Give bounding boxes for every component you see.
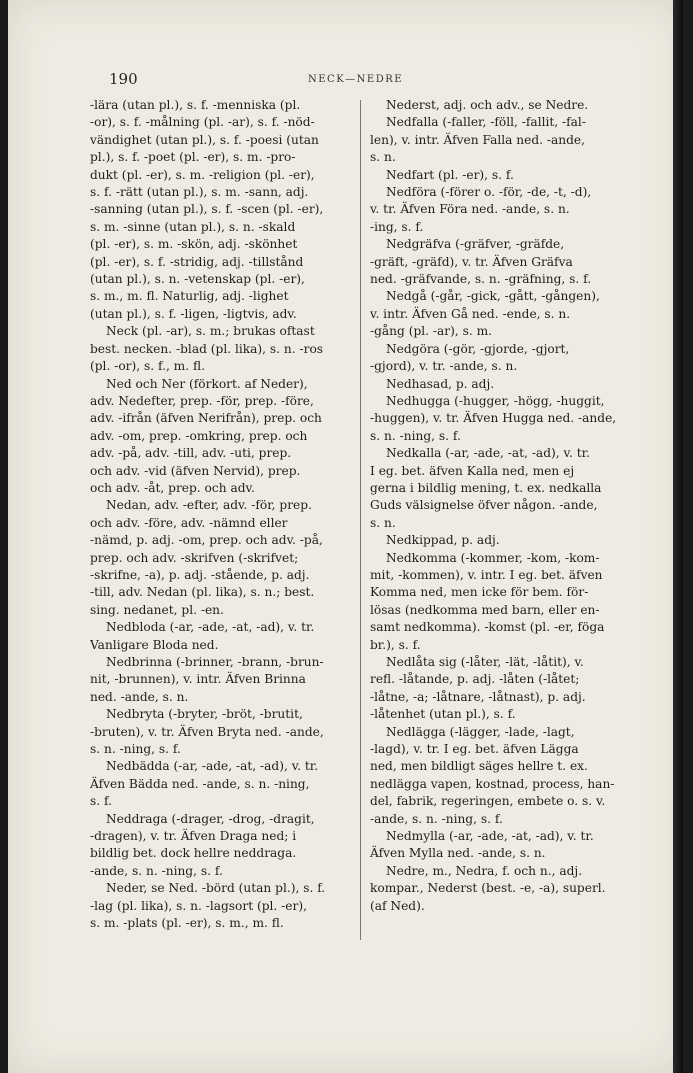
dictionary-line: (af Ned). [370,898,425,913]
dictionary-line: Nedfart (pl. -er), s. f. [386,167,514,182]
dictionary-line: s. m., m. fl. Naturlig, adj. -lighet [90,289,289,304]
dictionary-line: -sanning (utan pl.), s. f. -scen (pl. -er), [90,202,324,217]
dictionary-line: Nedkippad, p. adj. [386,533,500,548]
dictionary-line: br.), s. f. [370,637,421,652]
dictionary-line: I eg. bet. äfven Kalla ned, men ej [370,463,575,478]
dictionary-line: (pl. -er), s. f. -stridig, adj. -tillstånd [90,254,304,269]
dictionary-line: sing. nedanet, pl. -en. [90,602,224,617]
dictionary-line: adv. -ifrån (äfven Nerifrån), prep. och [90,411,322,426]
dictionary-line: Äfven Bädda ned. -ande, s. n. -ning, [90,776,310,791]
dictionary-line: ned. -ande, s. n. [90,689,189,704]
dictionary-line: -nämd, p. adj. -om, prep. och adv. -på, [90,533,323,548]
dictionary-line: kompar., Nederst (best. -e, -a), superl. [370,881,606,896]
book-page [8,0,683,1073]
dictionary-line: Nedan, adv. -efter, adv. -för, prep. [106,498,312,513]
dictionary-line: -låtenhet (utan pl.), s. f. [370,707,516,722]
dictionary-line: adv. -om, prep. -omkring, prep. och [90,428,308,443]
dictionary-line: s. n. [370,150,396,165]
dictionary-line: Nedlåta sig (-låter, -lät, -låtit), v. [386,655,584,669]
dictionary-line: -lagd), v. tr. I eg. bet. äfven Lägga [370,742,579,757]
dictionary-line: ned, men bildligt säges hellre t. ex. [370,759,588,774]
dictionary-line: Nedbrinna (-brinner, -brann, -brun- [106,655,324,669]
dictionary-line: -gräft, -gräfd), v. tr. Äfven Gräfva [370,254,573,269]
dictionary-line: Nedhugga (-hugger, -högg, -huggit, [386,393,605,408]
dictionary-line: Nedbloda (-ar, -ade, -at, -ad), v. tr. [106,620,315,635]
right-column [370,97,646,915]
dictionary-line: samt nedkomma). -komst (pl. -er, föga [370,620,605,635]
dictionary-line: Äfven Mylla ned. -ande, s. n. [370,846,546,861]
dictionary-line: vändighet (utan pl.), s. f. -poesi (utan [90,132,319,147]
dictionary-line: (utan pl.), s. f. -ligen, -ligtvis, adv. [90,306,297,321]
dictionary-line: Neddraga (-drager, -drog, -dragit, [106,811,315,826]
dictionary-line: v. tr. Äfven Föra ned. -ande, s. n. [370,202,570,217]
dictionary-line: s. n. -ning, s. f. [90,742,181,757]
dictionary-line: -gång (pl. -ar), s. m. [370,324,493,339]
dictionary-line: Nedbryta (-bryter, -bröt, -brutit, [106,707,303,722]
dictionary-line: Nedlägga (-lägger, -lade, -lagt, [386,724,575,739]
dictionary-line: Nedre, m., Nedra, f. och n., adj. [386,863,583,878]
dictionary-line: Vanligare Bloda ned. [90,637,219,652]
dictionary-line: s. m. -sinne (utan pl.), s. n. -skald [90,219,296,234]
dictionary-line: gerna i bildlig mening, t. ex. nedkalla [370,480,602,495]
dictionary-line: -huggen), v. tr. Äfven Hugga ned. -ande, [370,411,617,426]
dictionary-line: -skrifne, -a), p. adj. -stående, p. adj. [90,567,310,582]
dictionary-line: -till, adv. Nedan (pl. lika), s. n.; best. [90,585,315,600]
dictionary-line: pl.), s. f. -poet (pl. -er), s. m. -pro- [90,150,296,165]
dictionary-line: lösas (nedkomma med barn, eller en- [370,602,600,617]
dictionary-line: del, fabrik, regeringen, embete o. s. v. [370,794,606,809]
left-column [90,97,352,933]
dictionary-line: s. m. -plats (pl. -er), s. m., m. fl. [90,916,284,931]
dictionary-line: adv. -på, adv. -till, adv. -uti, prep. [90,446,292,461]
dictionary-line: och adv. -vid (äfven Nervid), prep. [90,463,301,478]
dictionary-line: s. f. [90,794,112,809]
dictionary-line: och adv. -före, adv. -nämnd eller [90,515,288,530]
dictionary-line: -lära (utan pl.), s. f. -menniska (pl. [90,98,301,112]
dictionary-line: Komma ned, men icke för bem. för- [370,585,589,600]
dictionary-line: och adv. -åt, prep. och adv. [90,480,255,495]
dictionary-line: Nedgå (-går, -gick, -gått, -gången), [386,289,600,304]
dictionary-line: mit, -kommen), v. intr. I eg. bet. äfven [370,567,603,582]
dictionary-line: (utan pl.), s. n. -vetenskap (pl. -er), [90,272,305,287]
dictionary-line: prep. och adv. -skrifven (-skrifvet; [90,550,299,565]
dictionary-line: Ned och Ner (förkort. af Neder), [106,376,308,391]
dictionary-line: Nedmylla (-ar, -ade, -at, -ad), v. tr. [386,829,594,844]
dictionary-line: s. f. -rätt (utan pl.), s. m. -sann, adj. [90,185,309,200]
dictionary-line: Neder, se Ned. -börd (utan pl.), s. f. [106,881,326,896]
dictionary-line: -ande, s. n. -ning, s. f. [370,811,503,826]
dictionary-line: Nederst, adj. och adv., se Nedre. [386,98,589,112]
dictionary-line: Guds välsignelse öfver någon. -ande, [370,498,598,513]
dictionary-line: v. intr. Äfven Gå ned. -ende, s. n. [370,306,571,321]
dictionary-line: -or), s. f. -målning (pl. -ar), s. f. -nöd- [90,115,315,130]
dictionary-line: len), v. intr. Äfven Falla ned. -ande, [370,132,586,147]
column-divider [360,100,361,940]
dictionary-line: Nedgöra (-gör, -gjorde, -gjort, [386,341,570,356]
dictionary-line: Nedkalla (-ar, -ade, -at, -ad), v. tr. [386,446,590,461]
dictionary-line: nit, -brunnen), v. intr. Äfven Brinna [90,672,306,687]
dictionary-line: bildlig bet. dock hellre neddraga. [90,846,297,861]
dictionary-line: -låtne, -a; -låtnare, -låtnast), p. adj. [370,689,586,704]
dictionary-line: refl. -låtande, p. adj. -låten (-låtet; [370,672,580,687]
dictionary-line: Nedfalla (-faller, -föll, -fallit, -fal- [386,115,586,130]
page-number: 190 [109,70,138,88]
dictionary-line: Nedgräfva (-gräfver, -gräfde, [386,237,565,252]
dictionary-line: Nedföra (-förer o. -för, -de, -t, -d), [386,185,592,200]
dictionary-line: best. necken. -blad (pl. lika), s. n. -ros [90,341,324,356]
dictionary-line: s. n. -ning, s. f. [370,428,461,443]
dictionary-line: Nedbädda (-ar, -ade, -at, -ad), v. tr. [106,759,319,774]
dictionary-line: s. n. [370,515,396,530]
dictionary-line: nedlägga vapen, kostnad, process, han- [370,776,615,791]
dictionary-line: -ing, s. f. [370,219,424,234]
page-edge [673,0,683,1073]
dictionary-line: -dragen), v. tr. Äfven Draga ned; i [90,829,297,844]
dictionary-line: dukt (pl. -er), s. m. -religion (pl. -er), [90,167,315,182]
dictionary-line: adv. Nedefter, prep. -för, prep. -före, [90,393,314,408]
dictionary-line: (pl. -or), s. f., m. fl. [90,359,205,374]
dictionary-line: Neck (pl. -ar), s. m.; brukas oftast [106,324,315,339]
dictionary-line: -gjord), v. tr. -ande, s. n. [370,359,518,374]
dictionary-line: -lag (pl. lika), s. n. -lagsort (pl. -er), [90,898,307,913]
dictionary-line: -bruten), v. tr. Äfven Bryta ned. -ande, [90,724,324,739]
dictionary-line: (pl. -er), s. m. -skön, adj. -skönhet [90,237,298,252]
dictionary-line: -ande, s. n. -ning, s. f. [90,863,223,878]
dictionary-line: Nedkomma (-kommer, -kom, -kom- [386,550,600,565]
dictionary-line: ned. -gräfvande, s. n. -gräfning, s. f. [370,272,592,287]
running-head: NECK—NEDRE [308,74,404,85]
dictionary-line: Nedhasad, p. adj. [386,376,495,391]
